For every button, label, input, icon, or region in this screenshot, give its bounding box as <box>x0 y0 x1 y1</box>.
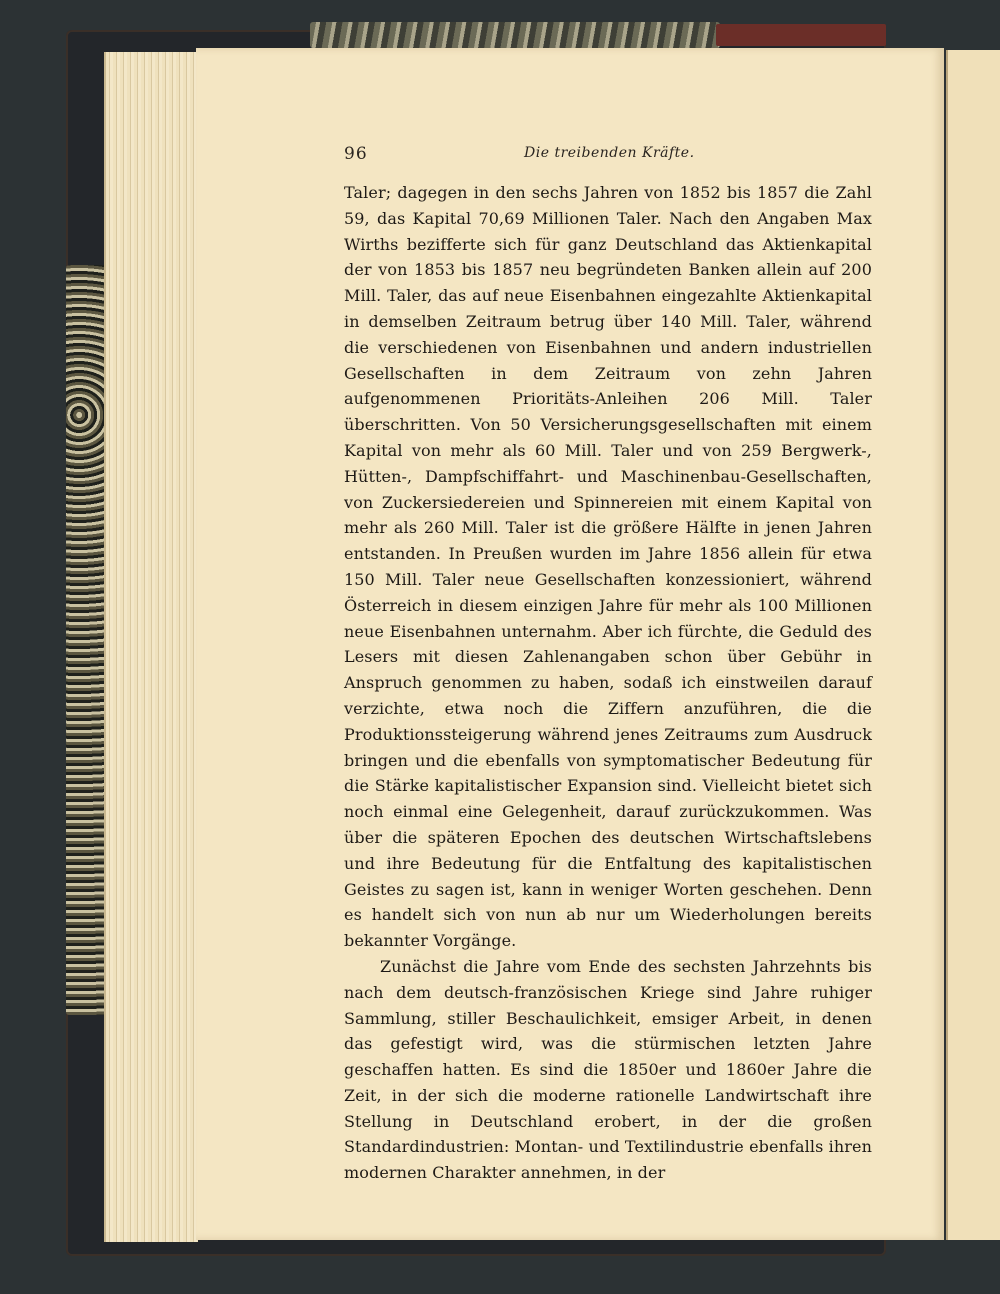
paragraph: Zunächst die Jahre vom Ende des sechsten Jahrzehnts bis nach dem deutsch-französischen Kriege sind Jahre ruhiger Sammlung, stiller Beschaulichkeit, emsiger Arbeit, in denen das gefestigt wird, was die stürmischen letzten Jahre geschaffen hatten. Es sind die 1850er und 1860er Jahre die Zeit, in der sich die moderne rationelle Landwirtschaft ihre Stellung in Deutschland erobert, in der die großen Standardindustrien: Montan- und Textilindustrie ebenfalls ihren modernen Charakter annehmen, in der <box>344 956 872 1183</box>
page-header <box>344 144 864 168</box>
body-text <box>344 180 872 1186</box>
page-edges <box>104 52 198 1242</box>
book-page <box>196 48 944 1240</box>
paragraph: Taler; dagegen in den sechs Jahren von 1852 bis 1857 die Zahl 59, das Kapital 70,69 Millionen Taler. Nach den Angaben Max Wirths bezifferte sich für ganz Deutschland das Aktienkapital der von 1853 bis 1857 neu begründeten Banken allein auf 200 Mill. Taler, das auf neue Eisenbahnen eingezahlte Aktienkapital in demselben Zeitraum betrug über 140 Mill. Taler, während die verschiedenen von Eisenbahnen und andern industriellen Gesellschaften in dem Zeitraum von zehn Jahren aufgenommenen Prioritäts-Anleihen 206 Mill. Taler überschritten. Von 50 Versicherungsgesellschaften mit einem Kapital von mehr als 60 Mill. Taler und von 259 Bergwerk-, Hütten-, Dampfschiffahrt- und Maschinenbau-Gesellschaften, von Zuckersiedereien und Spinnereien mit einem Kapital von mehr als 260 Mill. Taler ist die größere Hälfte in jenen Jahren entstanden. In Preußen wurden im Jahre 1856 allein für etwa 150 Mill. Taler neue Gesellschaften konzessioniert, während Österreich in diesem einzigen Jahre für mehr als 100 Millionen neue Eisenbahnen unternahm. Aber ich fürchte, die Geduld des Lesers mit diesen Zahlenangaben schon über Gebühr in Anspruch genommen zu haben, sodaß ich einstweilen darauf verzichte, etwa noch die Ziffern anzuführen, die die Produktionssteigerung während jenes Zeitraums zum Ausdruck bringen und die ebenfalls von symptomatischer Bedeutung für die Stärke kapitalistischer Expansion sind. Vielleicht bietet sich noch einmal eine Gelegenheit, darauf zurückzukommen. Was über die späteren Epochen des deutschen Wirtschaftslebens und ihre Bedeutung für die Entfaltung des kapitalistischen Geistes zu sagen ist, kann in weniger Worten geschehen. Denn es handelt sich von nun ab nur um Wiederholungen bereits bekannter Vorgänge. <box>344 183 872 951</box>
running-head: Die treibenden Kräfte. <box>524 145 695 161</box>
cover-top-pattern <box>310 22 720 48</box>
page-number: 96 <box>344 144 368 164</box>
facing-page-edge <box>946 50 1000 1240</box>
cover-top-binding <box>716 24 886 46</box>
